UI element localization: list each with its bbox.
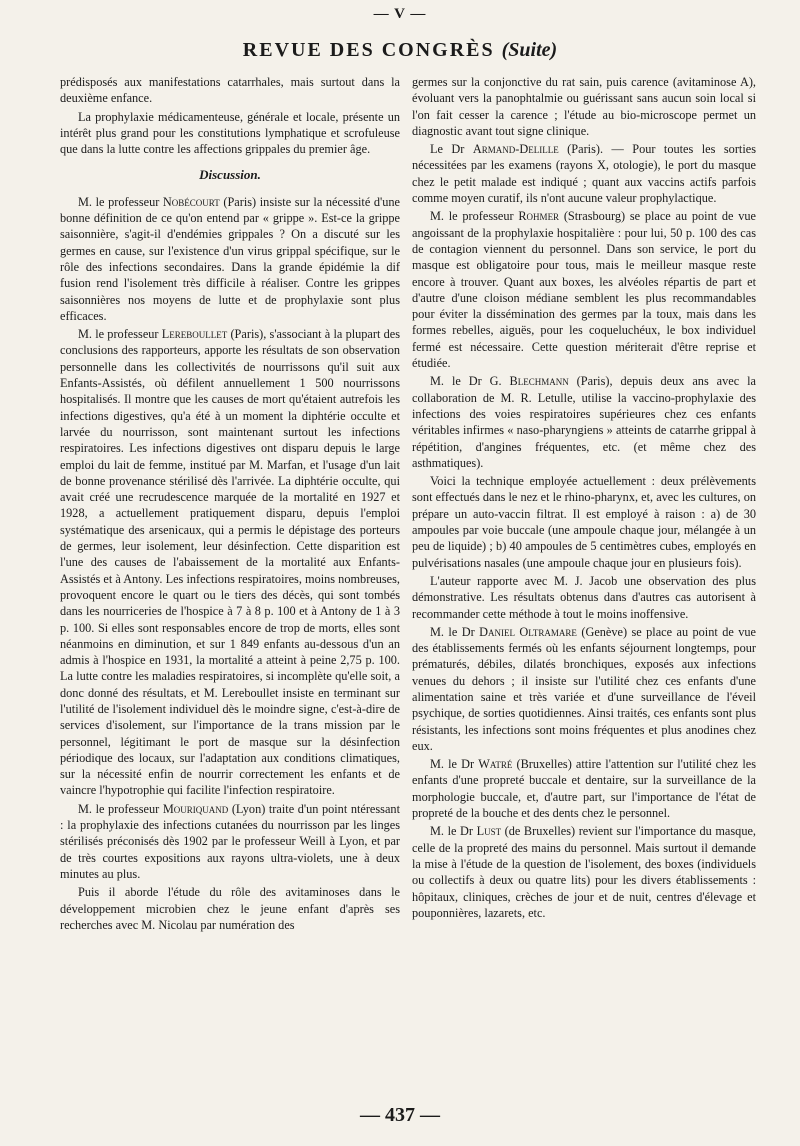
paragraph: L'auteur rapporte avec M. J. Jacob une observation des plus démonstrative. Les résultats obtenus dans d'autres cas autorisent à recommander cette méthode à tout le moins inoffensive.	[412, 573, 756, 621]
text: (Paris). — Pour toutes les sorties nécessitées par les examens (rayons X, otologie), le port du masque chez le petit malade est indiqué ; quant aux vaccins actifs parfois comme moyen curatif, ils n'ont aucune valeur prophylactique.	[412, 142, 756, 206]
text: Le Dr	[430, 142, 473, 157]
paragraph	[60, 801, 400, 882]
speaker-name: Watré	[478, 757, 513, 772]
header-suite: (Suite)	[501, 39, 558, 61]
speaker-name: Lereboullet	[161, 327, 228, 342]
text: (de Bruxelles) revient sur l'importance du masque, celle de la propreté des mains du personnel. Mais surtout il demande la mise à l'étude de la question de l'isolement, des boxes (individuels ou collectifs à deux ou quatre lits) pour les divers établissements : hôpitaux, cliniques, crèches de jour et de nuit, centres d'élevage et pouponnières, lazarets, etc.	[412, 824, 756, 920]
paragraph	[412, 756, 756, 821]
text: M. le Dr G.	[430, 374, 510, 389]
paragraph	[60, 194, 400, 324]
paragraph	[412, 373, 756, 471]
text: M. le professeur	[78, 194, 163, 209]
text: (Bruxelles) attire l'attention sur l'utilité chez les enfants d'une propreté buccale et dentaire, sur la surveillance de la morphologie buccale, et, d'autre part, sur l'importance de l'état de propreté de la bouche et des dents chez le personnel.	[412, 757, 756, 821]
text: M. le professeur	[78, 801, 163, 816]
text: (Paris), depuis deux ans avec la collaboration de M. R. Letulle, utilise la vaccino-prophylaxie des infections des voies respiratoires supérieures chez ces enfants véritables infirmes « naso-pharyngiens » atteints de catarrhe grippal à répétition, d'angines fréquentes, etc. (et même chez des asthmatiques).	[412, 374, 756, 470]
text: (Strasbourg) se place au point de vue angoissant de la prophylaxie hospitalière : pour lui, 50 p. 100 des cas de contagion viennent du personnel. Dans son service, le port du masque est obligatoire pour tous, mais le meilleur masque reste encore à trouver. Quant aux boxes, les alvéoles répartis de part et d'autre d'une cloison médiane semblent les plus recommandables pour éviter la dissémination des germes par la toux, mais dans les formes rebelles, aiguës, pour les coqueluchéux, le box individuel fermé est nécessaire. Cette question mériterait d'être reprise et étudiée.	[412, 209, 757, 371]
left-column	[60, 74, 400, 935]
speaker-name: Rohmer	[518, 209, 560, 224]
paragraph	[412, 208, 756, 371]
text: M. le Dr	[430, 757, 479, 772]
text: (Paris) insiste sur la nécessité d'une bonne définition de ce qu'on entend par « grippe ». Est-ce la grippe saisonnière, s'agit-il d'endémies grippales ? On a discuté sur les germes en cause, sur l'existence d'un virus grippal spécifique, sur le rôle des infections secondaires. Dans la grande épidémie la dif fusion rend l'isolement très difficile à réaliser. Contre les grippes saisonnières nos moyens de lutte et de prophylaxie sont plus efficaces.	[60, 194, 401, 323]
section-folio: — V —	[373, 6, 427, 22]
paragraph	[412, 823, 756, 921]
speaker-name: Mouriquand	[162, 801, 229, 816]
paragraph	[412, 624, 756, 754]
paragraph	[60, 326, 400, 799]
text: (Lyon) traite d'un point ntéressant : la prophylaxie des infections cutanées du nourrisson par les linges stérilisés préconisés dès 1902 par le professeur Weill à Lyon, et par de très courtes expositions aux rayons ultra-violets, une à deux minutes au plus.	[60, 801, 400, 881]
text: M. le professeur	[78, 327, 162, 342]
section-heading: Discussion.	[199, 167, 261, 183]
text: M. le Dr	[430, 824, 477, 839]
paragraph: germes sur la conjonctive du rat sain, puis carence (avitaminose A), évoluant vers la panophtalmie ou guérissant sans aucun soin local si l'on fait cesser la carence ; l'étude au bio-microscope permet un diagnostic avant tout signe clinique.	[412, 75, 756, 138]
paragraph: Puis il aborde l'étude du rôle des avitaminoses dans le développement microbien chez le jeune enfant d'après ses recherches avec M. Nicolau par numération des	[60, 885, 400, 932]
speaker-name: Daniel Oltramare	[479, 624, 577, 639]
page-header	[0, 38, 800, 62]
text: M. le professeur	[430, 209, 519, 224]
page-number: — 437 —	[360, 1104, 440, 1126]
right-column	[412, 74, 756, 923]
text: M. le Dr	[430, 624, 480, 639]
paragraph	[412, 141, 756, 206]
paragraph: prédisposés aux manifestations catarrhales, mais surtout dans la deuxième enfance.	[60, 75, 400, 106]
text: (Paris), s'associant à la plupart des conclusions des rapporteurs, apporte les résultats de son observation personnelle dans les collectivités de nourrissons qu'il suit aux Enfants-Assistés, où défilent annuellement 1 500 nourrissons hospitalisés. Il montre que les causes de mort qu'étaient autrefois les infections digestives, qu'a été à un moment la diphtérie occulte et larvée du nourrisson, sont maintenant surtout les infections respiratoires. Les infections digestives ont disparu depuis le large emploi du lait de femme, institué par M. Marfan, et l'usage d'un lait de bonne provenance stérilisé dès l'arrivée. La diphtérie occulte, qui avait créé une recrudescence marquée de la mortalité en 1927 et 1928, a actuellement pratiquement disparu, depuis l'emploi systématique des arsenicaux, qui a permis le dépistage des porteurs de germes, leur isolement, leur désinfection. Cette disparition est l'une des causes de l'abaissement de la mortalité aux Enfants-Assistés et à Antony. Les infections respiratoires, moins nombreuses, provoquent encore le quart ou le tiers des décès, qui sont tombés dans les nourriceries de l'hospice à 7 à 8 p. 100 et à Antony de 1 à 3 p. 100. Si elles sont responsables encore de trop de morts, elles sont néanmoins en diminution, et sur 1 849 enfants au-dessous d'un an admis à l'hospice en 1931, la mortalité a atteint à peine 2,75 p. 100. La lutte contre les maladies respiratoires, si incomplète qu'elle soit, a donc donné des résultats, et M. Lereboullet insiste en terminant sur l'utilité de l'isolement individuel dès le moindre signe, c'est-à-dire de services d'isolement, sur l'importance de la trans mission par le personnel, légitimant le port de masque sur la désinfection périodique des locaux, sur l'adaptation aux conditions climatiques, sur la nécessité enfin de nourrir correctement les enfants et de vaincre l'hypotrophie qui facilite l'infection respiratoire.	[60, 327, 400, 798]
speaker-name: Armand-Delille	[472, 142, 559, 157]
header-title: REVUE DES CONGRÈS	[242, 39, 495, 61]
speaker-name: Nobécourt	[162, 194, 220, 209]
speaker-name: Lust	[476, 824, 502, 839]
speaker-name: Blechmann	[509, 374, 569, 389]
paragraph: Voici la technique employée actuellement : deux prélèvements sont effectués dans le nez et le rhino-pharynx, et, avec les cultures, on prépare un auto-vaccin filtrat. Il est employé à raison : a) de 30 ampoules par voie buccale (une ampoule chaque jour, mélangée à un peu de liquide) ; b) 40 ampoules de 5 centimètres cubes, employés en pulvérisations nasales (une ampoule chaque jour en plusieurs fois).	[412, 474, 756, 570]
paragraph: La prophylaxie médicamenteuse, générale et locale, présente un intérêt plus grand pour les constitutions lymphatique et scrofuleuse que dans la lutte contre les affections grippales du premier âge.	[60, 109, 400, 157]
text: (Genève) se place au point de vue des établissements fermés où les enfants séjournent longtemps, pour prématurés, débiles, dilatés bronchiques, exposés aux infections venues du dehors ; il insiste sur l'utilité chez ces enfants d'une alimentation saine et très variée et d'une surveillance de l'éveil psychique, de sorties quotidiennes. Ainsi traités, ces enfants sont plus résistants, les infections sont moins fréquentes et plus anodines chez eux.	[412, 624, 756, 753]
